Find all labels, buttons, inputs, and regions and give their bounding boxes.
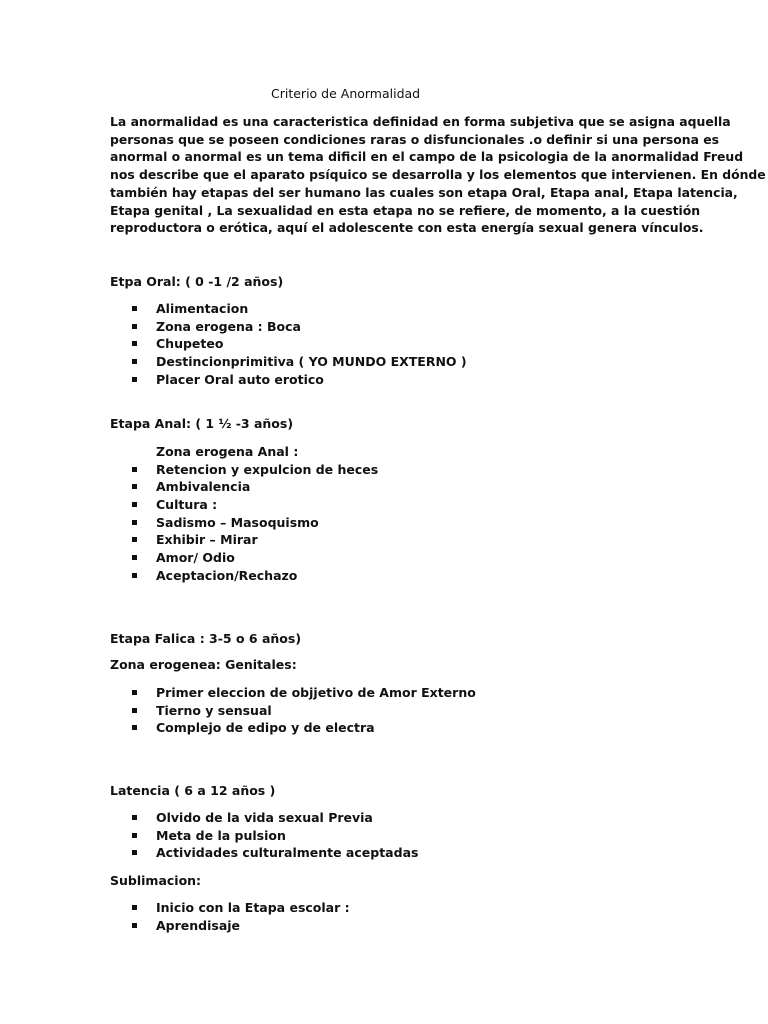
- square-bullet-icon: [132, 377, 137, 382]
- latencia-stage-heading: Latencia ( 6 a 12 años ): [110, 783, 276, 798]
- list-item: Amor/ Odio: [130, 549, 378, 567]
- square-bullet-icon: [132, 690, 137, 695]
- list-item: Inicio con la Etapa escolar :: [130, 899, 350, 917]
- intro-line: reproductora o erótica, aquí el adolescente con esta energía sexual genera vínculos.: [110, 220, 704, 236]
- list-item: Zona erogena : Boca: [130, 318, 467, 336]
- list-item: Exhibir – Mirar: [130, 531, 378, 549]
- square-bullet-icon: [132, 537, 137, 542]
- square-bullet-icon: [132, 502, 137, 507]
- list-item: Actividades culturalmente aceptadas: [130, 844, 418, 862]
- sublimacion-list: [130, 899, 350, 934]
- list-subheading: Zona erogena Anal :: [156, 444, 299, 459]
- square-bullet-icon: [132, 520, 137, 525]
- square-bullet-icon: [132, 467, 137, 472]
- intro-line: La anormalidad es una caracteristica definidad en forma subjetiva que se asigna aquella: [110, 114, 731, 129]
- intro-paragraph: [110, 113, 766, 237]
- anal-stage-heading: Etapa Anal: ( 1 ½ -3 años): [110, 416, 294, 431]
- list-item: Cultura :: [130, 496, 378, 514]
- list-item: Ambivalencia: [130, 478, 378, 496]
- square-bullet-icon: [132, 815, 137, 820]
- intro-line: también hay etapas del ser humano las cuales son etapa Oral, Etapa anal, Etapa latencia,: [110, 184, 738, 200]
- latencia-stage-list: [130, 809, 418, 862]
- list-item: Destincionprimitiva ( YO MUNDO EXTERNO ): [130, 353, 467, 371]
- list-item: Olvido de la vida sexual Previa: [130, 809, 418, 827]
- square-bullet-icon: [132, 725, 137, 730]
- square-bullet-icon: [132, 923, 137, 928]
- square-bullet-icon: [132, 359, 137, 364]
- square-bullet-icon: [132, 324, 137, 329]
- list-item: Primer eleccion de objjetivo de Amor Externo: [130, 684, 476, 702]
- sublimacion-heading: Sublimacion:: [110, 873, 202, 888]
- anal-stage-list: [130, 443, 378, 585]
- square-bullet-icon: [132, 833, 137, 838]
- list-item: Aceptacion/Rechazo: [130, 567, 378, 585]
- list-item: Tierno y sensual: [130, 702, 476, 720]
- list-item: Alimentacion: [130, 300, 467, 318]
- document-title: Criterio de Anormalidad: [271, 86, 421, 101]
- oral-stage-list: [130, 300, 467, 388]
- falica-stage-list: [130, 684, 476, 737]
- square-bullet-icon: [132, 850, 137, 855]
- list-item: Placer Oral auto erotico: [130, 371, 467, 389]
- falica-stage-heading: Etapa Falica : 3-5 o 6 años): [110, 631, 302, 646]
- list-item: Sadismo – Masoquismo: [130, 514, 378, 532]
- list-item: Complejo de edipo y de electra: [130, 719, 476, 737]
- square-bullet-icon: [132, 555, 137, 560]
- intro-line: anormal o anormal es un tema dificil en el campo de la psicologia de la anormalidad Freud: [110, 149, 744, 165]
- list-item: Retencion y expulcion de heces: [130, 461, 378, 479]
- oral-stage-heading: Etpa Oral: ( 0 -1 /2 años): [110, 274, 284, 289]
- falica-stage-subheading: Zona erogenea: Genitales:: [110, 657, 297, 672]
- square-bullet-icon: [132, 905, 137, 910]
- square-bullet-icon: [132, 484, 137, 489]
- list-item: Chupeteo: [130, 335, 467, 353]
- list-item: Meta de la pulsion: [130, 827, 418, 845]
- square-bullet-icon: [132, 341, 137, 346]
- square-bullet-icon: [132, 573, 137, 578]
- square-bullet-icon: [132, 708, 137, 713]
- intro-line: nos describe que el aparato psíquico se desarrolla y los elementos que intervienen. En dónde: [110, 167, 766, 183]
- square-bullet-icon: [132, 306, 137, 311]
- intro-line: Etapa genital , La sexualidad en esta etapa no se refiere, de momento, a la cuestión: [110, 202, 701, 218]
- list-item: Aprendisaje: [130, 917, 350, 935]
- intro-line: personas que se poseen condiciones raras o disfuncionales .o definir si una persona es: [110, 131, 720, 147]
